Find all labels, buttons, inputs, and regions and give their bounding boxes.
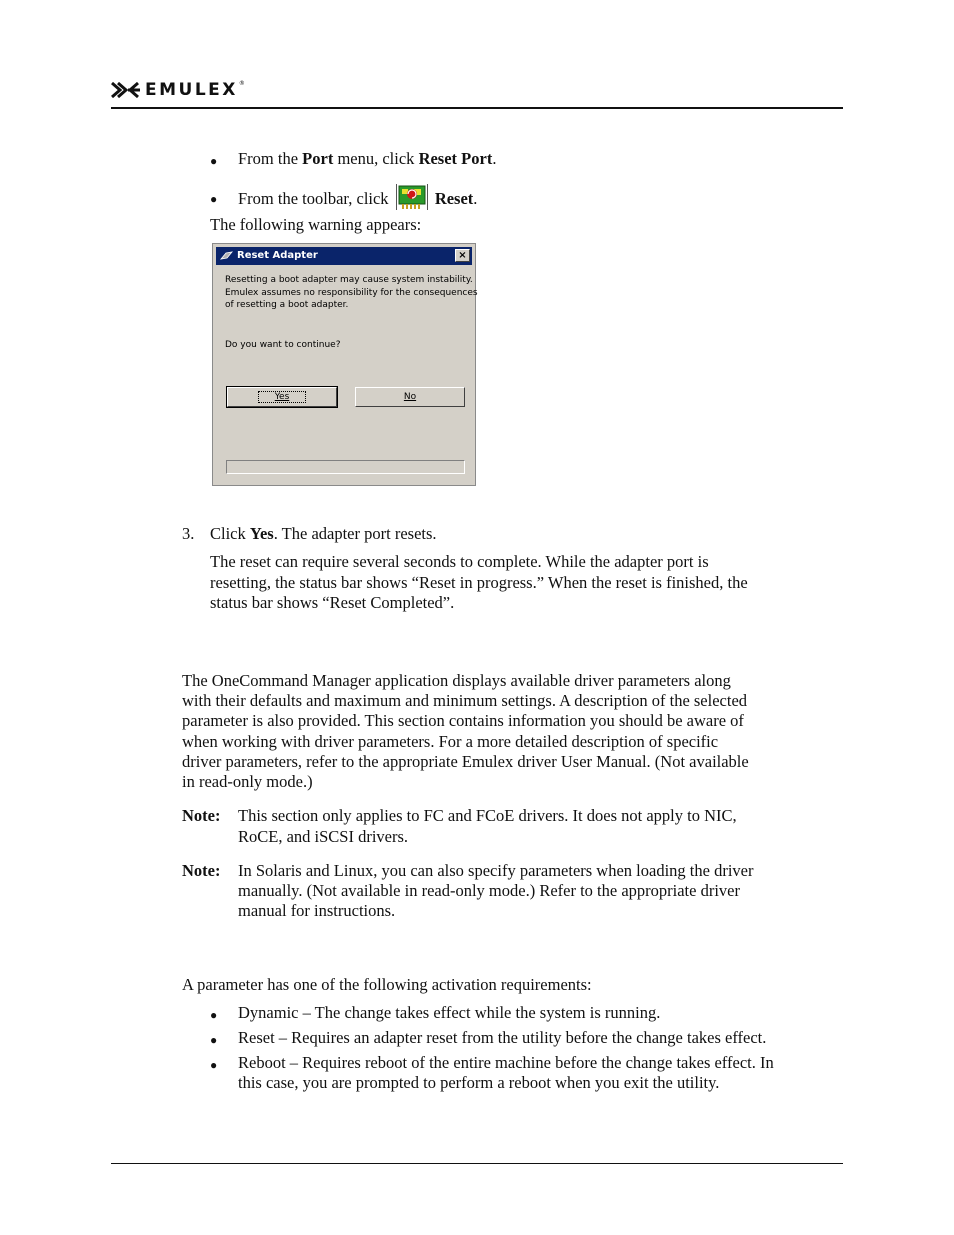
- dialog-message-line: Resetting a boot adapter may cause system instability.: [225, 275, 473, 285]
- bullet-marker: ●: [210, 1008, 218, 1022]
- note-1-line: RoCE, and iSCSI drivers.: [238, 827, 409, 846]
- bullet-marker: ●: [210, 1058, 218, 1072]
- activation-item-reboot-cont: this case, you are prompted to perform a reboot when you exit the utility.: [238, 1073, 720, 1092]
- emulex-logo: [111, 80, 247, 100]
- paragraph-line: with their defaults and maximum and minimum settings. A description of the selected: [182, 691, 748, 710]
- bullet-marker: ●: [210, 1033, 218, 1047]
- activation-item-reboot: Reboot – Requires reboot of the entire machine before the change takes effect. In: [238, 1053, 774, 1072]
- step-3-detail-line: resetting, the status bar shows “Reset in progress.” When the reset is finished, the: [210, 573, 748, 592]
- dialog-close-button[interactable]: ×: [455, 249, 470, 262]
- dialog-message-line: Emulex assumes no responsibility for the consequences: [225, 287, 478, 298]
- footer-rule: [111, 1163, 843, 1164]
- paragraph-line: in read-only mode.): [182, 772, 313, 791]
- no-button[interactable]: No: [355, 387, 465, 407]
- yes-button[interactable]: Yes: [227, 387, 337, 407]
- step-3-detail-line: The reset can require several seconds to complete. While the adapter port is: [210, 552, 709, 571]
- reset-adapter-dialog: [212, 243, 476, 486]
- dialog-status-bar: [226, 460, 465, 474]
- bullet-marker: ●: [210, 154, 218, 168]
- paragraph-line: parameter is also provided. This section contains information you should be aware of: [182, 711, 744, 730]
- step-3-detail-line: status bar shows “Reset Completed”.: [210, 593, 455, 612]
- note-2-line: manual for instructions.: [238, 901, 396, 920]
- paragraph-line: when working with driver parameters. For a more detailed description of specific: [182, 732, 719, 751]
- step-number: 3.: [182, 524, 195, 543]
- activation-item-dynamic: Dynamic – The change takes effect while the system is running.: [238, 1003, 661, 1022]
- paragraph-line: driver parameters, refer to the appropriate Emulex driver User Manual. (Not available: [182, 752, 749, 771]
- paragraph-line: The OneCommand Manager application displays available driver parameters along: [182, 671, 731, 690]
- header-rule: [111, 107, 843, 109]
- note-label: Note:: [182, 861, 221, 880]
- dialog-question: Do you want to continue?: [225, 340, 341, 350]
- note-2-line: manually. (Not available in read-only mode.) Refer to the appropriate driver: [238, 881, 740, 900]
- dialog-title-bar: [216, 247, 472, 265]
- dialog-app-icon: [220, 250, 233, 262]
- dialog-message-line: of resetting a boot adapter.: [225, 300, 349, 310]
- activation-item-reset: Reset – Requires an adapter reset from the utility before the change takes effect.: [238, 1028, 767, 1047]
- step-3-text: Click Yes. The adapter port resets.: [210, 524, 437, 543]
- activation-intro: A parameter has one of the following activation requirements:: [182, 975, 592, 994]
- reset-toolbar-icon: [396, 184, 428, 210]
- bullet-port-menu: From the Port menu, click Reset Port.: [238, 149, 497, 168]
- dialog-title: Reset Adapter: [237, 250, 318, 261]
- bullet-marker: ●: [210, 192, 218, 206]
- logo-text: EMULEX®: [145, 80, 248, 100]
- note-label: Note:: [182, 806, 221, 825]
- bullet-toolbar: From the toolbar, click Reset.: [238, 187, 477, 213]
- note-1-line: This section only applies to FC and FCoE drivers. It does not apply to NIC,: [238, 806, 737, 825]
- note-2-line: In Solaris and Linux, you can also specify parameters when loading the driver: [238, 861, 754, 880]
- emulex-logo-icon: [111, 82, 141, 98]
- warning-intro: The following warning appears:: [210, 215, 422, 234]
